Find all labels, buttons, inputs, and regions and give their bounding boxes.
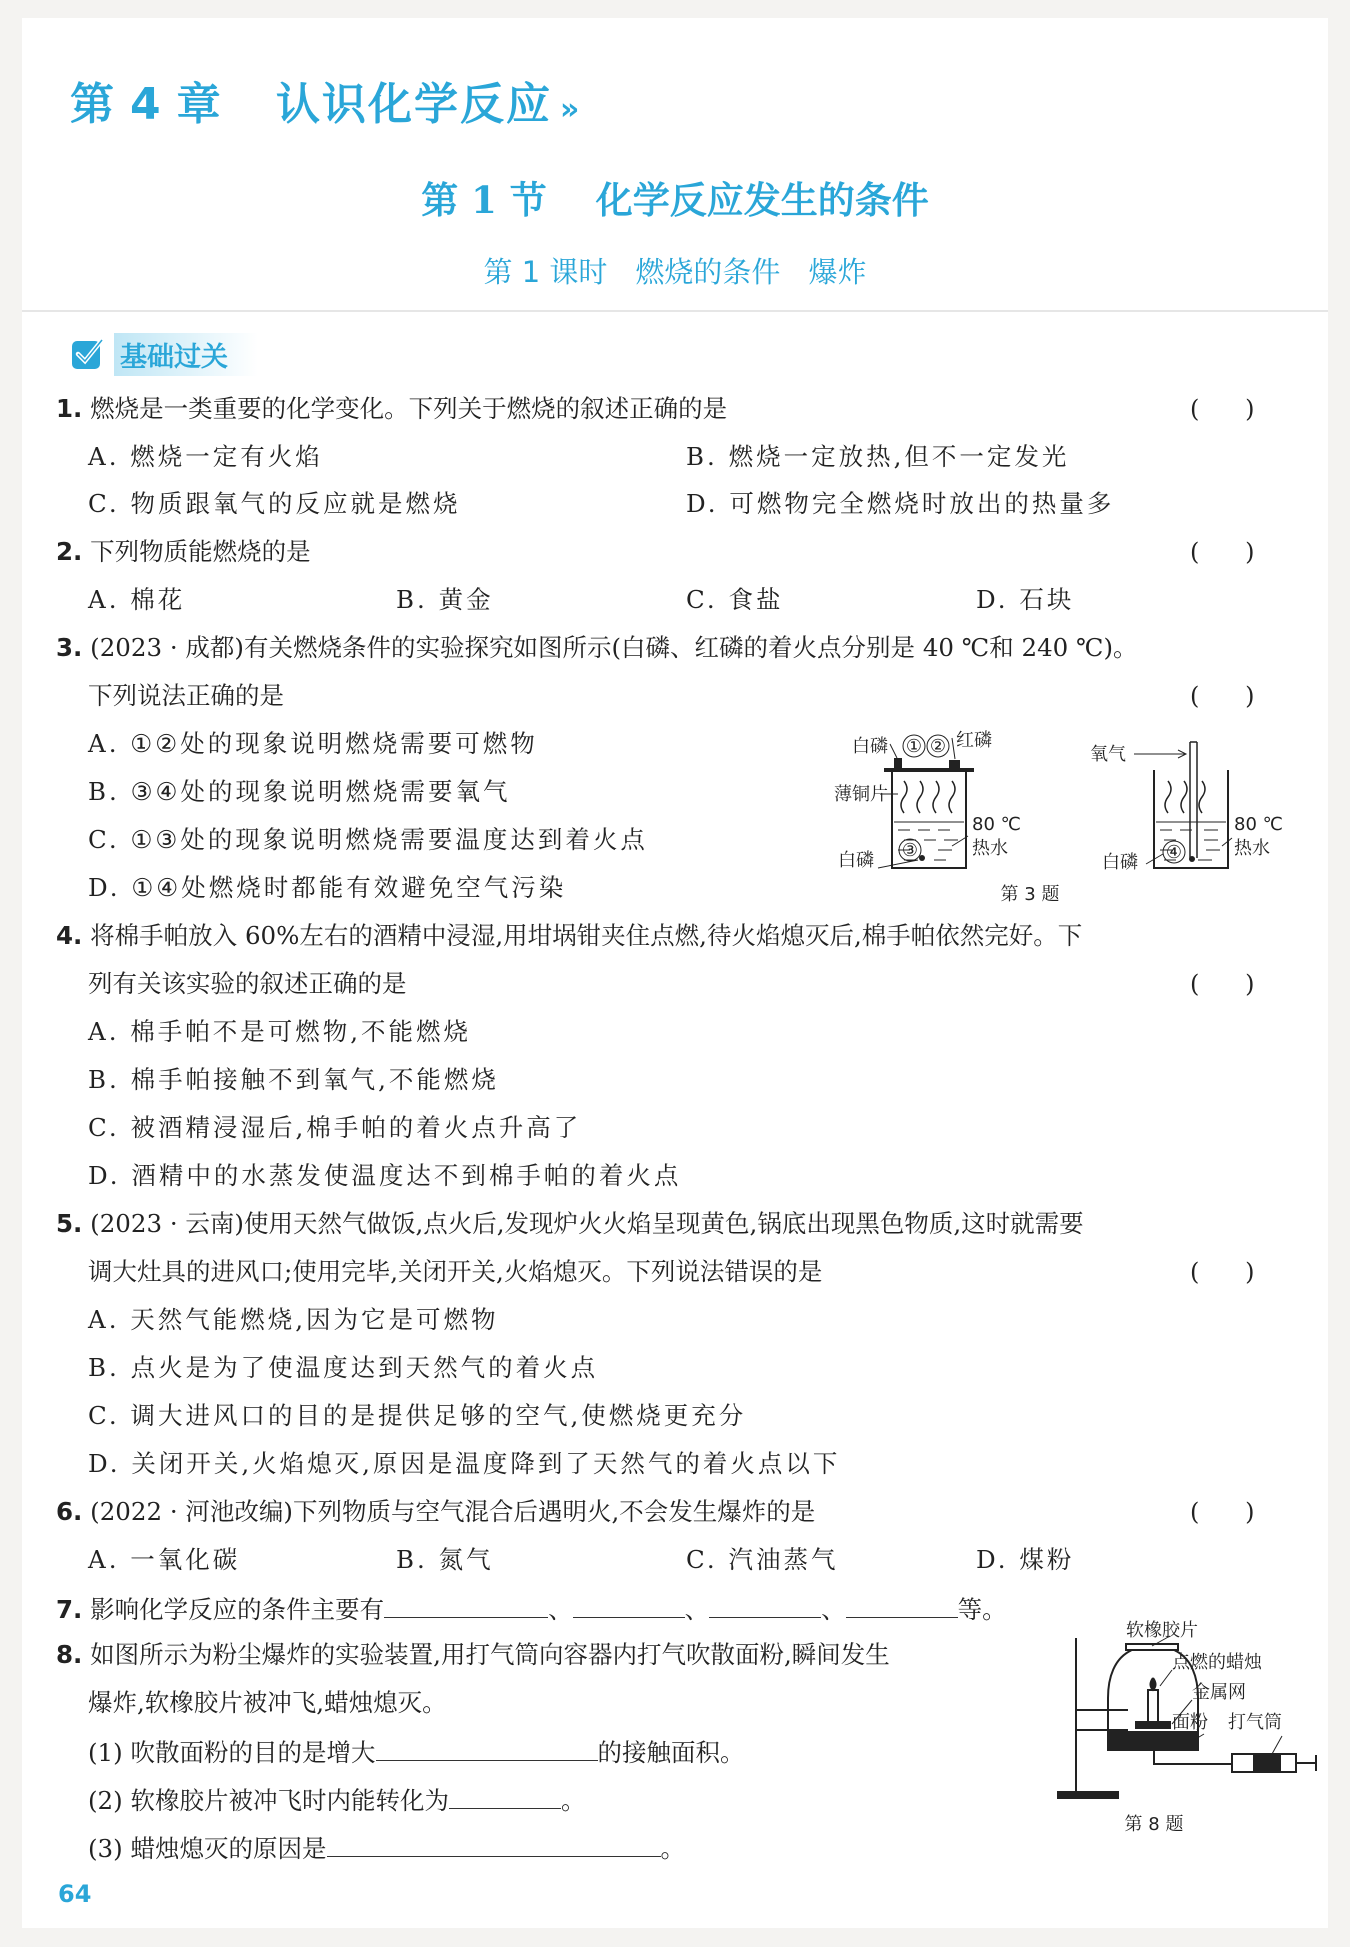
section-title: [22, 170, 1328, 224]
label-red-phosphorus: 红磷: [956, 730, 992, 751]
option-a: A. ①②处的现象说明燃烧需要可燃物: [88, 729, 538, 758]
answer-paren: ( ): [1190, 1498, 1255, 1526]
question-4-stem-cont: 列有关该实验的叙述正确的是: [88, 969, 407, 998]
question-4-stem: 4. 将棉手帕放入 60%左右的酒精中浸湿,用坩埚钳夹住点燃,待火焰熄灭后,棉手帕依然完好。下: [56, 921, 1083, 950]
label-hot-water-2: 热水: [1234, 838, 1270, 859]
lesson-topic-2: 爆炸: [808, 255, 867, 289]
question-5-stem-cont: 调大灶具的进风口;使用完毕,关闭开关,火焰熄灭。下列说法错误的是: [88, 1257, 823, 1286]
divider: [22, 310, 1328, 312]
lesson-topic-1: 燃烧的条件: [635, 255, 781, 289]
label-metal-mesh: 金属网: [1192, 1682, 1246, 1703]
fill-blank[interactable]: [376, 1734, 598, 1761]
badge-label: 基础过关: [114, 333, 258, 376]
option-a: A. 棉手帕不是可燃物,不能燃烧: [88, 1017, 472, 1046]
section-label: 第 1 节: [421, 178, 547, 222]
label-temperature: 80 ℃: [972, 814, 1021, 835]
chapter-prefix: 第: [70, 79, 116, 130]
question-1-stem: 1. 燃烧是一类重要的化学变化。下列关于燃烧的叙述正确的是: [56, 394, 728, 423]
chapter-suffix: 章: [176, 79, 223, 130]
lesson-label: 第 1 课时: [483, 255, 608, 289]
section-badge: [70, 334, 258, 374]
svg-text:①: ①: [905, 736, 923, 757]
svg-text:③: ③: [901, 840, 919, 861]
fill-blank[interactable]: [327, 1830, 661, 1857]
fill-blank[interactable]: [449, 1782, 561, 1809]
option-d: D. 酒精中的水蒸发使温度达不到棉手帕的着火点: [88, 1161, 682, 1190]
answer-paren: ( ): [1190, 682, 1255, 710]
lesson-title: [22, 250, 1328, 291]
option-a: A. 天然气能燃烧,因为它是可燃物: [88, 1305, 499, 1334]
option-d: D. 煤粉: [976, 1545, 1075, 1574]
page-number: 64: [58, 1880, 92, 1908]
chapter-name: 认识化学反应: [275, 79, 552, 130]
option-b: B. 氮气: [396, 1545, 494, 1574]
answer-paren: ( ): [1190, 395, 1255, 423]
svg-text:②: ②: [929, 736, 947, 757]
label-hot-water: 热水: [972, 838, 1008, 859]
label-lit-candle: 点燃的蜡烛: [1172, 1652, 1262, 1673]
question-2-stem: 2. 下列物质能燃烧的是: [56, 537, 311, 566]
answer-paren: ( ): [1190, 1258, 1255, 1286]
option-d: D. 石块: [976, 585, 1075, 614]
answer-paren: ( ): [1190, 970, 1255, 998]
option-b: B. ③④处的现象说明燃烧需要氧气: [88, 777, 511, 806]
option-b: B. 黄金: [396, 585, 494, 614]
chevron-right-icon: »: [559, 92, 574, 127]
page: [22, 18, 1328, 1928]
option-a: A. 一氧化碳: [88, 1545, 241, 1574]
option-d: D. 可燃物完全燃烧时放出的热量多: [686, 489, 1115, 518]
question-3-stem: 3. (2023 · 成都)有关燃烧条件的实验探究如图所示(白磷、红磷的着火点分别是 40 ℃和 240 ℃)。: [56, 633, 1138, 662]
answer-paren: ( ): [1190, 538, 1255, 566]
label-white-phosphorus-3: 白磷: [1102, 852, 1138, 873]
fill-blank[interactable]: [846, 1591, 958, 1618]
option-b: B. 棉手帕接触不到氧气,不能燃烧: [88, 1065, 499, 1094]
option-a: A. 燃烧一定有火焰: [88, 442, 323, 471]
option-c: C. 被酒精浸湿后,棉手帕的着火点升高了: [88, 1113, 582, 1142]
figure-8-diagram: [1044, 1618, 1328, 1844]
fill-blank[interactable]: [384, 1591, 548, 1618]
label-oxygen: 氧气: [1090, 744, 1126, 765]
question-8-sub-2: (2) 软橡胶片被冲飞时内能转化为 。: [88, 1782, 586, 1818]
figure-8-caption: 第 8 题: [1124, 1814, 1184, 1835]
question-8-sub-3: (3) 蜡烛熄灭的原因是 。: [88, 1830, 685, 1866]
label-white-phosphorus: 白磷: [852, 736, 888, 757]
label-white-phosphorus-2: 白磷: [838, 850, 874, 871]
option-c: C. ①③处的现象说明燃烧需要温度达到着火点: [88, 825, 648, 854]
option-c: C. 汽油蒸气: [686, 1545, 839, 1574]
figure-3-diagram: [834, 718, 1302, 908]
fill-blank[interactable]: [709, 1591, 821, 1618]
question-8-stem: 8. 如图所示为粉尘爆炸的实验装置,用打气筒向容器内打气吹散面粉,瞬间发生: [56, 1640, 890, 1669]
label-temperature-2: 80 ℃: [1234, 814, 1283, 835]
question-8-sub-1: (1) 吹散面粉的目的是增大 的接触面积。: [88, 1734, 745, 1770]
label-flour: 面粉: [1172, 1712, 1208, 1733]
option-d: D. ①④处燃烧时都能有效避免空气污染: [88, 873, 567, 902]
section-name: 化学反应发生的条件: [595, 178, 929, 222]
fill-blank[interactable]: [573, 1591, 685, 1618]
figure-3-caption: 第 3 题: [1000, 884, 1060, 905]
svg-text:④: ④: [1165, 842, 1183, 863]
label-rubber-sheet: 软橡胶片: [1126, 1620, 1198, 1641]
chapter-title: [70, 68, 573, 132]
question-8-stem-cont: 爆炸,软橡胶片被冲飞,蜡烛熄灭。: [88, 1688, 447, 1717]
label-pump: 打气筒: [1228, 1712, 1282, 1733]
question-3-stem-cont: 下列说法正确的是: [88, 681, 284, 710]
option-c: C. 食盐: [686, 585, 784, 614]
option-d: D. 关闭开关,火焰熄灭,原因是温度降到了天然气的着火点以下: [88, 1449, 841, 1478]
option-a: A. 棉花: [88, 585, 186, 614]
option-c: C. 物质跟氧气的反应就是燃烧: [88, 489, 461, 518]
chapter-number: 4: [130, 79, 163, 130]
option-c: C. 调大进风口的目的是提供足够的空气,使燃烧更充分: [88, 1401, 747, 1430]
question-6-stem: 6. (2022 · 河池改编)下列物质与空气混合后遇明火,不会发生爆炸的是: [56, 1497, 816, 1526]
question-5-stem: 5. (2023 · 云南)使用天然气做饭,点火后,发现炉火火焰呈现黄色,锅底出现黑色物质,这时就需要: [56, 1209, 1084, 1238]
label-copper-sheet: 薄铜片: [834, 784, 888, 805]
checkbox-checked-icon: [70, 336, 106, 372]
option-b: B. 点火是为了使温度达到天然气的着火点: [88, 1353, 599, 1382]
option-b: B. 燃烧一定放热,但不一定发光: [686, 442, 1070, 471]
question-7-stem: 7. 影响化学反应的条件主要有 、 、 、 等。: [56, 1591, 1007, 1627]
